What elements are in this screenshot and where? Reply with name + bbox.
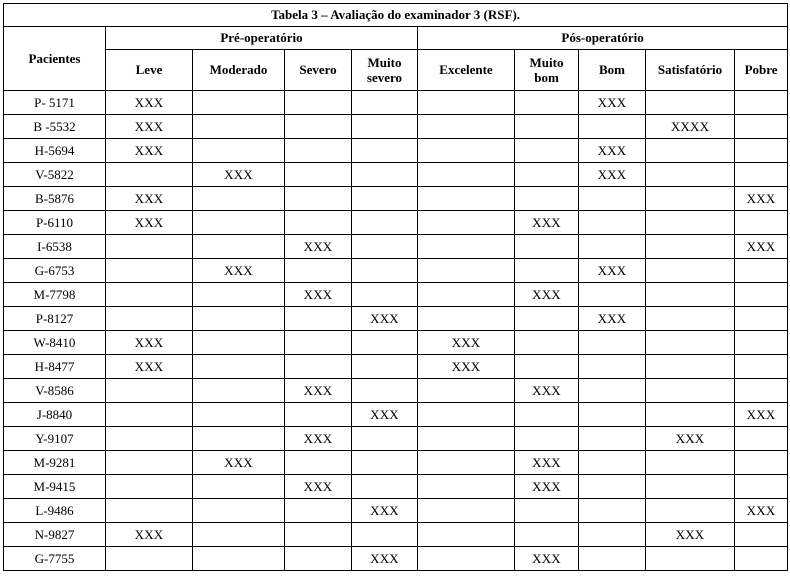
patient-id: P- 5171: [4, 91, 106, 115]
cell-muito-severo: [352, 475, 418, 499]
cell-excelente: [418, 451, 515, 475]
cell-moderado: [193, 547, 285, 571]
patient-id: P-6110: [4, 211, 106, 235]
cell-pobre: [735, 163, 788, 187]
cell-leve: [106, 499, 193, 523]
cell-severo: [285, 91, 352, 115]
cell-pobre: [735, 331, 788, 355]
cell-excelente: [418, 379, 515, 403]
cell-excelente: [418, 187, 515, 211]
cell-severo: [285, 355, 352, 379]
table-row: [4, 139, 788, 163]
table-row: [4, 211, 788, 235]
column-header-satisfatorio: Satisfatório: [646, 50, 735, 91]
cell-muito-bom: [515, 331, 579, 355]
cell-leve: [106, 547, 193, 571]
cell-leve: XXX: [106, 91, 193, 115]
cell-satisfatorio: [646, 379, 735, 403]
table-row: [4, 163, 788, 187]
table-row: [4, 499, 788, 523]
cell-leve: XXX: [106, 139, 193, 163]
patient-id: M-9281: [4, 451, 106, 475]
cell-muito-bom: XXX: [515, 451, 579, 475]
cell-muito-bom: [515, 523, 579, 547]
cell-severo: [285, 259, 352, 283]
cell-severo: [285, 451, 352, 475]
cell-bom: [579, 331, 646, 355]
table-row: [4, 307, 788, 331]
cell-bom: [579, 427, 646, 451]
cell-severo: [285, 547, 352, 571]
cell-satisfatorio: [646, 331, 735, 355]
cell-bom: [579, 235, 646, 259]
cell-leve: XXX: [106, 115, 193, 139]
cell-moderado: [193, 427, 285, 451]
cell-moderado: [193, 91, 285, 115]
patient-id: V-5822: [4, 163, 106, 187]
cell-excelente: [418, 211, 515, 235]
cell-excelente: [418, 475, 515, 499]
cell-muito-severo: [352, 523, 418, 547]
cell-severo: XXX: [285, 379, 352, 403]
cell-severo: [285, 139, 352, 163]
cell-excelente: XXX: [418, 331, 515, 355]
column-header-row: [4, 50, 788, 91]
cell-bom: [579, 283, 646, 307]
cell-satisfatorio: [646, 163, 735, 187]
cell-moderado: [193, 283, 285, 307]
cell-severo: [285, 187, 352, 211]
cell-excelente: [418, 523, 515, 547]
patient-id: I-6538: [4, 235, 106, 259]
table-row: [4, 187, 788, 211]
cell-bom: [579, 379, 646, 403]
cell-satisfatorio: [646, 91, 735, 115]
cell-bom: [579, 355, 646, 379]
table-row: [4, 451, 788, 475]
cell-muito-bom: XXX: [515, 475, 579, 499]
table-row: [4, 427, 788, 451]
cell-moderado: [193, 499, 285, 523]
table-row: [4, 91, 788, 115]
column-header-muito-bom: Muito bom: [515, 50, 579, 91]
cell-satisfatorio: XXX: [646, 427, 735, 451]
cell-bom: XXX: [579, 163, 646, 187]
cell-moderado: XXX: [193, 259, 285, 283]
cell-pobre: [735, 259, 788, 283]
cell-satisfatorio: [646, 403, 735, 427]
cell-excelente: [418, 235, 515, 259]
cell-excelente: [418, 499, 515, 523]
cell-bom: [579, 211, 646, 235]
patient-id: M-9415: [4, 475, 106, 499]
cell-leve: XXX: [106, 331, 193, 355]
cell-bom: [579, 403, 646, 427]
patient-id: W-8410: [4, 331, 106, 355]
cell-moderado: [193, 475, 285, 499]
cell-muito-bom: [515, 403, 579, 427]
patient-id: N-9827: [4, 523, 106, 547]
cell-moderado: [193, 403, 285, 427]
cell-muito-severo: [352, 115, 418, 139]
cell-excelente: XXX: [418, 355, 515, 379]
cell-muito-bom: [515, 307, 579, 331]
table-row: [4, 523, 788, 547]
cell-bom: XXX: [579, 307, 646, 331]
cell-muito-severo: [352, 91, 418, 115]
cell-excelente: [418, 91, 515, 115]
cell-moderado: [193, 211, 285, 235]
cell-leve: [106, 163, 193, 187]
cell-pobre: [735, 91, 788, 115]
cell-satisfatorio: [646, 355, 735, 379]
cell-muito-severo: [352, 211, 418, 235]
patients-header: Pacientes: [4, 27, 106, 91]
cell-muito-bom: XXX: [515, 211, 579, 235]
cell-excelente: [418, 427, 515, 451]
cell-muito-severo: [352, 139, 418, 163]
cell-muito-bom: [515, 139, 579, 163]
patient-id: B -5532: [4, 115, 106, 139]
cell-leve: [106, 307, 193, 331]
cell-muito-bom: XXX: [515, 283, 579, 307]
cell-pobre: [735, 523, 788, 547]
table-row: [4, 331, 788, 355]
patient-id: H-8477: [4, 355, 106, 379]
patient-id: G-7755: [4, 547, 106, 571]
cell-satisfatorio: [646, 475, 735, 499]
cell-muito-bom: [515, 115, 579, 139]
cell-leve: [106, 283, 193, 307]
cell-muito-severo: [352, 283, 418, 307]
cell-muito-severo: [352, 451, 418, 475]
cell-leve: [106, 451, 193, 475]
table-row: [4, 115, 788, 139]
cell-leve: [106, 475, 193, 499]
cell-moderado: XXX: [193, 163, 285, 187]
cell-leve: [106, 259, 193, 283]
cell-pobre: [735, 211, 788, 235]
patient-id: L-9486: [4, 499, 106, 523]
cell-satisfatorio: [646, 307, 735, 331]
cell-pobre: [735, 307, 788, 331]
cell-satisfatorio: [646, 499, 735, 523]
table-row: [4, 547, 788, 571]
cell-excelente: [418, 307, 515, 331]
column-header-leve: Leve: [106, 50, 193, 91]
table-row: [4, 379, 788, 403]
cell-pobre: XXX: [735, 499, 788, 523]
table-row: [4, 259, 788, 283]
cell-muito-severo: XXX: [352, 499, 418, 523]
cell-pobre: XXX: [735, 403, 788, 427]
cell-satisfatorio: [646, 211, 735, 235]
cell-satisfatorio: [646, 451, 735, 475]
cell-severo: XXX: [285, 235, 352, 259]
cell-pobre: [735, 475, 788, 499]
cell-bom: XXX: [579, 91, 646, 115]
cell-muito-bom: XXX: [515, 547, 579, 571]
cell-satisfatorio: XXXX: [646, 115, 735, 139]
table-row: [4, 235, 788, 259]
column-header-muito-severo: Muito severo: [352, 50, 418, 91]
cell-satisfatorio: [646, 283, 735, 307]
cell-leve: XXX: [106, 355, 193, 379]
cell-muito-bom: [515, 91, 579, 115]
cell-satisfatorio: XXX: [646, 523, 735, 547]
cell-satisfatorio: [646, 259, 735, 283]
cell-excelente: [418, 115, 515, 139]
preop-group-header: Pré-operatório: [106, 27, 418, 50]
cell-muito-severo: [352, 427, 418, 451]
cell-excelente: [418, 259, 515, 283]
cell-leve: [106, 379, 193, 403]
cell-bom: [579, 523, 646, 547]
cell-severo: XXX: [285, 283, 352, 307]
cell-moderado: [193, 115, 285, 139]
cell-pobre: [735, 427, 788, 451]
cell-pobre: [735, 379, 788, 403]
patient-id: G-6753: [4, 259, 106, 283]
table-row: [4, 403, 788, 427]
cell-pobre: [735, 547, 788, 571]
cell-bom: [579, 547, 646, 571]
table-caption: Tabela 3 – Avaliação do examinador 3 (RSF).: [4, 4, 788, 27]
cell-bom: [579, 499, 646, 523]
cell-leve: [106, 403, 193, 427]
cell-muito-bom: [515, 259, 579, 283]
cell-excelente: [418, 283, 515, 307]
cell-leve: XXX: [106, 523, 193, 547]
patient-id: P-8127: [4, 307, 106, 331]
cell-satisfatorio: [646, 235, 735, 259]
cell-severo: XXX: [285, 427, 352, 451]
cell-severo: [285, 331, 352, 355]
cell-bom: [579, 451, 646, 475]
cell-muito-bom: [515, 163, 579, 187]
postop-group-header: Pós-operatório: [418, 27, 788, 50]
cell-muito-severo: [352, 331, 418, 355]
cell-severo: XXX: [285, 475, 352, 499]
cell-leve: [106, 235, 193, 259]
cell-severo: [285, 403, 352, 427]
cell-muito-severo: [352, 163, 418, 187]
patient-id: V-8586: [4, 379, 106, 403]
patient-id: M-7798: [4, 283, 106, 307]
cell-muito-bom: [515, 427, 579, 451]
cell-bom: [579, 187, 646, 211]
cell-satisfatorio: [646, 187, 735, 211]
table-row: [4, 355, 788, 379]
cell-severo: [285, 115, 352, 139]
cell-moderado: [193, 187, 285, 211]
cell-bom: [579, 475, 646, 499]
column-header-severo: Severo: [285, 50, 352, 91]
patient-id: J-8840: [4, 403, 106, 427]
cell-pobre: [735, 283, 788, 307]
evaluation-table: [3, 3, 788, 571]
cell-pobre: [735, 115, 788, 139]
cell-severo: [285, 211, 352, 235]
cell-moderado: [193, 379, 285, 403]
cell-moderado: [193, 235, 285, 259]
cell-satisfatorio: [646, 139, 735, 163]
cell-muito-severo: XXX: [352, 547, 418, 571]
cell-muito-severo: [352, 235, 418, 259]
cell-pobre: XXX: [735, 187, 788, 211]
cell-leve: [106, 427, 193, 451]
cell-muito-bom: [515, 355, 579, 379]
cell-moderado: [193, 139, 285, 163]
cell-pobre: [735, 139, 788, 163]
cell-moderado: [193, 307, 285, 331]
cell-moderado: [193, 523, 285, 547]
cell-pobre: [735, 451, 788, 475]
cell-satisfatorio: [646, 547, 735, 571]
cell-leve: XXX: [106, 211, 193, 235]
cell-pobre: [735, 355, 788, 379]
cell-muito-severo: [352, 259, 418, 283]
table-row: [4, 283, 788, 307]
cell-muito-severo: XXX: [352, 403, 418, 427]
column-header-excelente: Excelente: [418, 50, 515, 91]
cell-muito-severo: [352, 187, 418, 211]
cell-excelente: [418, 139, 515, 163]
cell-muito-severo: [352, 379, 418, 403]
column-header-moderado: Moderado: [193, 50, 285, 91]
column-header-pobre: Pobre: [735, 50, 788, 91]
cell-bom: [579, 115, 646, 139]
table-row: [4, 475, 788, 499]
cell-muito-bom: [515, 187, 579, 211]
cell-excelente: [418, 403, 515, 427]
patient-id: Y-9107: [4, 427, 106, 451]
cell-moderado: [193, 331, 285, 355]
cell-muito-severo: [352, 355, 418, 379]
cell-excelente: [418, 163, 515, 187]
cell-muito-bom: [515, 499, 579, 523]
cell-moderado: XXX: [193, 451, 285, 475]
cell-muito-bom: [515, 235, 579, 259]
cell-severo: [285, 163, 352, 187]
cell-severo: [285, 523, 352, 547]
cell-bom: XXX: [579, 259, 646, 283]
table-body: [4, 91, 788, 571]
cell-severo: [285, 307, 352, 331]
cell-bom: XXX: [579, 139, 646, 163]
cell-muito-severo: XXX: [352, 307, 418, 331]
cell-severo: [285, 499, 352, 523]
cell-pobre: XXX: [735, 235, 788, 259]
cell-moderado: [193, 355, 285, 379]
column-header-bom: Bom: [579, 50, 646, 91]
patient-id: H-5694: [4, 139, 106, 163]
cell-leve: XXX: [106, 187, 193, 211]
cell-excelente: [418, 547, 515, 571]
cell-muito-bom: XXX: [515, 379, 579, 403]
patient-id: B-5876: [4, 187, 106, 211]
